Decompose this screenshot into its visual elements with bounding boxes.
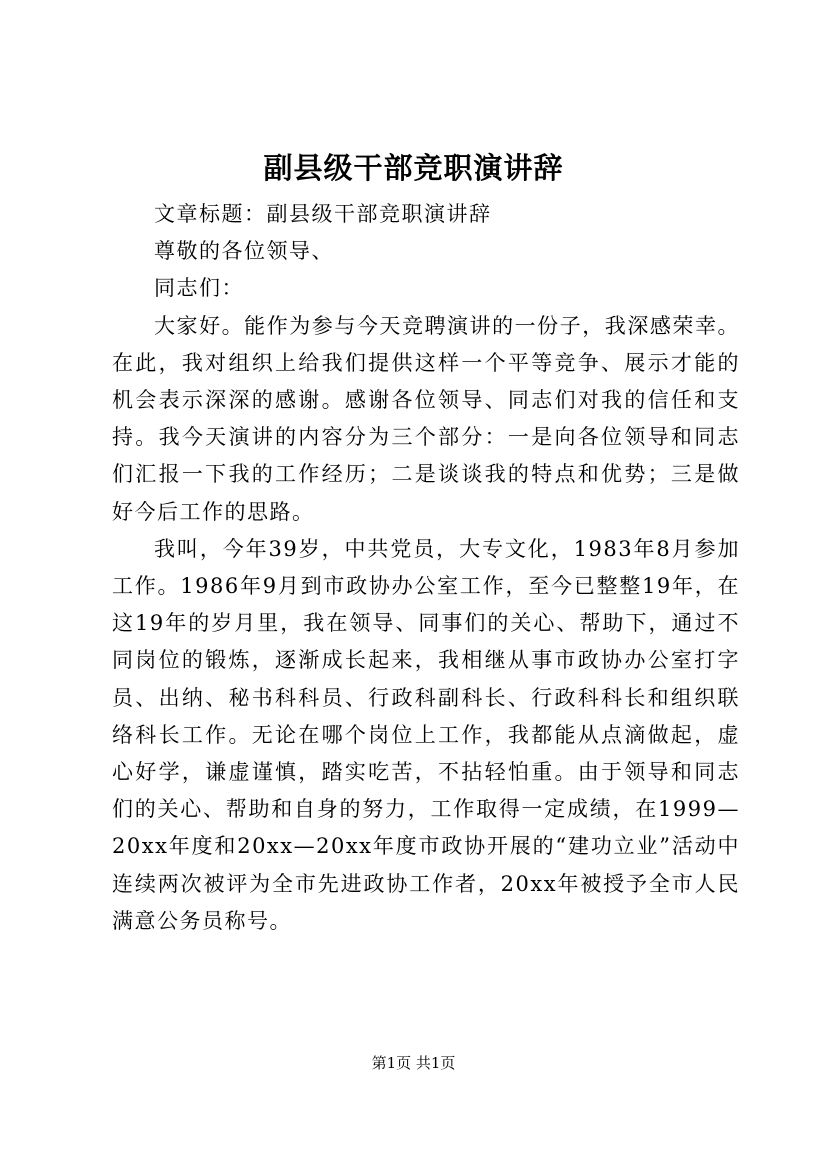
document-title: 副县级干部竞职演讲辞 xyxy=(263,151,564,185)
page-footer: 第1页 共1页 xyxy=(371,1054,456,1072)
salutation-line-1: 尊敬的各位领导、 xyxy=(154,239,334,264)
document-body xyxy=(112,196,740,940)
article-title-line: 文章标题：副县级干部竞职演讲辞 xyxy=(154,202,492,226)
salutation-line-2: 同志们： xyxy=(154,276,244,301)
experience-paragraph: 我叫，今年39岁，中共党员，大专文化，1983年8月参加工作。1986年9月到市政协办公室工作，至今已整整19年，在这19年的岁月里，我在领导、同事们的关心、帮助下，通过不同岗位的锻炼，逐渐成长起来，我相继从事市政协办公室打字员、出纳、秘书科科员、行政科副科长、行政科科长和组织联络科长工作。无论在哪个岗位上工作，我都能从点滴做起，虚心好学，谦虚谨慎，踏实吃苦，不拈轻怕重。由于领导和同志们的关心、帮助和自身的努力，工作取得一定成绩，在1999—20xx年度和20xx—20xx年度市政协开展的“建功立业”活动中连续两次被评为全市先进政协工作者，20xx年被授予全市人民满意公务员称号。 xyxy=(112,536,740,933)
intro-paragraph: 大家好。能作为参与今天竞聘演讲的一份子，我深感荣幸。在此，我对组织上给我们提供这样一个平等竞争、展示才能的机会表示深深的感谢。感谢各位领导、同志们对我的信任和支持。我今天演讲的内容分为三个部分：一是向各位领导和同志们汇报一下我的工作经历；二是谈谈我的特点和优势；三是做好今后工作的思路。 xyxy=(112,313,740,524)
